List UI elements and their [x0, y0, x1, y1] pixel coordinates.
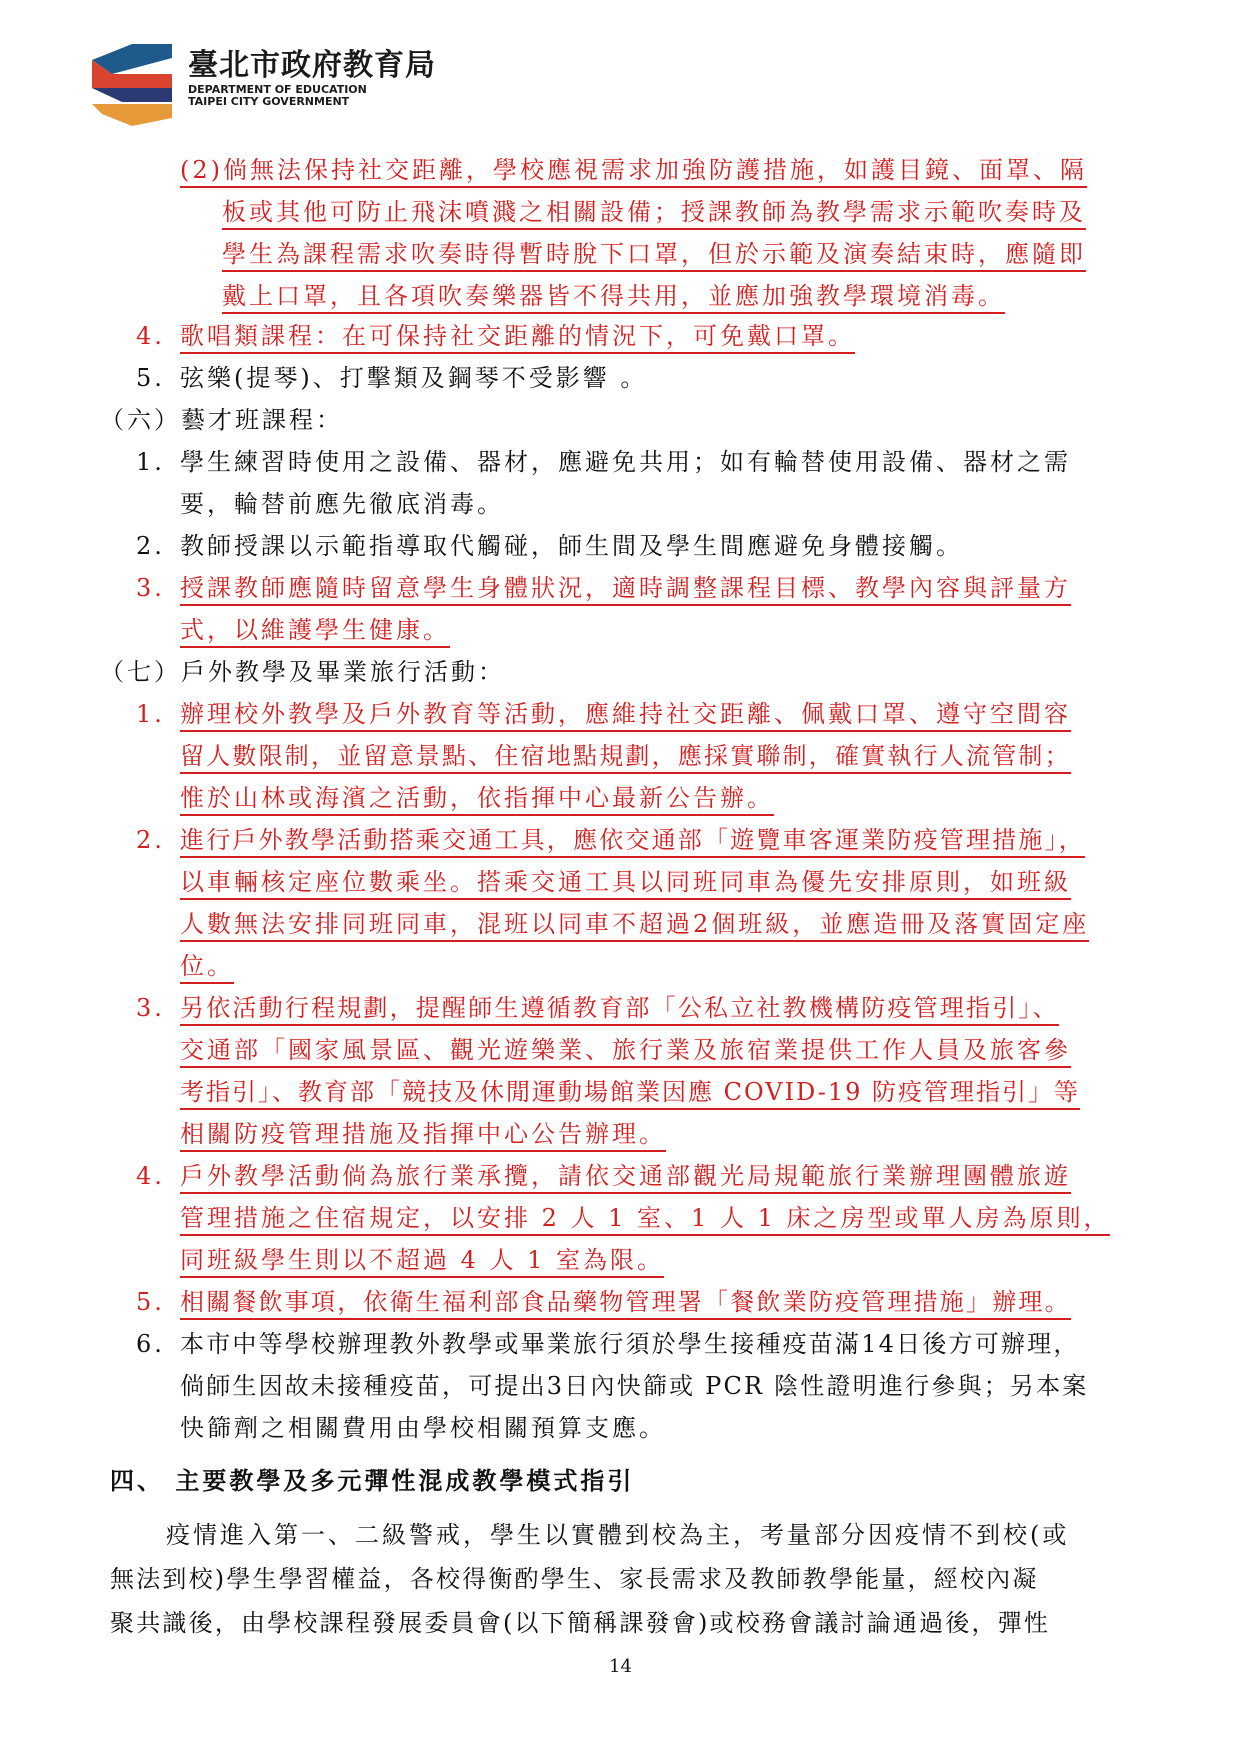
- text-line: 式，以維護學生健康。: [180, 615, 450, 645]
- text-line: 位。: [180, 951, 234, 981]
- text-line: 人數無法安排同班同車，混班以同車不超過2個班級，並應造冊及落實固定座: [180, 909, 1089, 939]
- list-number: 3.: [136, 994, 165, 1022]
- section-heading: （七）戶外教學及畢業旅行活動：: [100, 658, 505, 686]
- list-number: 2.: [136, 826, 165, 854]
- text-line: 學生為課程需求吹奏時得暫時脫下口罩，但於示範及演奏結束時，應隨即: [222, 239, 1086, 269]
- list-number: 1.: [136, 448, 165, 476]
- text-line: 板或其他可防止飛沫噴濺之相關設備；授課教師為教學需求示範吹奏時及: [222, 197, 1086, 227]
- list-number: 3.: [136, 574, 165, 602]
- chapter-heading: 四、 主要教學及多元彈性混成教學模式指引: [110, 1466, 635, 1495]
- department-logo: [92, 44, 172, 126]
- text-line: 另依活動行程規劃，提醒師生遵循教育部「公私立社教機構防疫管理指引」、: [180, 993, 1059, 1023]
- paragraph-line: 聚共識後，由學校課程發展委員會(以下簡稱課發會)或校務會議討論通過後，彈性: [110, 1609, 1051, 1637]
- list-number: 1.: [136, 700, 165, 728]
- list-number: 5.: [136, 364, 165, 392]
- text-line: 戴上口罩，且各項吹奏樂器皆不得共用，並應加強教學環境消毒。: [222, 281, 1005, 311]
- list-number: 2.: [136, 532, 165, 560]
- page-number: 14: [609, 1656, 632, 1677]
- text-line: 快篩劑之相關費用由學校相關預算支應。: [180, 1414, 666, 1442]
- text-line: 學生練習時使用之設備、器材，應避免共用；如有輪替使用設備、器材之需: [180, 448, 1071, 476]
- org-name-en-1: DEPARTMENT OF EDUCATION: [188, 83, 367, 96]
- text-line: 授課教師應隨時留意學生身體狀況，適時調整課程目標、教學內容與評量方: [180, 573, 1071, 603]
- text-line: 進行戶外教學活動搭乘交通工具，應依交通部「遊覽車客運業防疫管理措施」，: [180, 825, 1085, 855]
- org-name-en-2: TAIPEI CITY GOVERNMENT: [188, 95, 350, 108]
- text-line: 惟於山林或海濱之活動，依指揮中心最新公告辦。: [180, 783, 774, 813]
- text-line: 同班級學生則以不超過 4 人 1 室為限。: [180, 1245, 664, 1275]
- org-name-block: [188, 48, 436, 108]
- text-line: 本市中等學校辦理教外教學或畢業旅行須於學生接種疫苗滿14日後方可辦理，: [180, 1330, 1080, 1358]
- text-line: 相關餐飲事項，依衛生福利部食品藥物管理署「餐飲業防疫管理措施」辦理。: [180, 1287, 1071, 1317]
- text-line: 弦樂(提琴)、打擊類及鋼琴不受影響 。: [180, 364, 648, 392]
- text-line: 倘師生因故未接種疫苗，可提出3日內快篩或 PCR 陰性證明進行參與；另本案: [180, 1372, 1089, 1400]
- section-heading: （六）藝才班課程：: [100, 406, 343, 434]
- text-line: (2)倘無法保持社交距離，學校應視需求加強防護措施，如護目鏡、面罩、隔: [180, 155, 1087, 185]
- list-number: 5.: [136, 1288, 165, 1316]
- org-name-cn: 臺北市政府教育局: [188, 48, 436, 83]
- text-line: 辦理校外教學及戶外教育等活動，應維持社交距離、佩戴口罩、遵守空間容: [180, 699, 1071, 729]
- list-number: 4.: [136, 322, 165, 350]
- list-number: 4.: [136, 1162, 165, 1190]
- text-line: 留人數限制，並留意景點、住宿地點規劃，應採實聯制，確實執行人流管制；: [180, 741, 1071, 771]
- paragraph-line: 疫情進入第一、二級警戒，學生以實體到校為主，考量部分因疫情不到校(或: [166, 1521, 1070, 1549]
- paragraph-line: 無法到校)學生學習權益，各校得衡酌學生、家長需求及教師教學能量，經校內凝: [110, 1565, 1039, 1593]
- list-number: 6.: [136, 1330, 165, 1358]
- text-line: 管理措施之住宿規定，以安排 2 人 1 室、1 人 1 床之房型或單人房為原則，: [180, 1203, 1110, 1233]
- text-line: 戶外教學活動倘為旅行業承攬，請依交通部觀光局規範旅行業辦理團體旅遊: [180, 1161, 1071, 1191]
- text-line: 歌唱類課程：在可保持社交距離的情況下，可免戴口罩。: [180, 321, 855, 351]
- text-line: 要，輪替前應先徹底消毒。: [180, 490, 504, 518]
- text-line: 交通部「國家風景區、觀光遊樂業、旅行業及旅宿業提供工作人員及旅客參: [180, 1035, 1071, 1065]
- text-line: 以車輛核定座位數乘坐。搭乘交通工具以同班同車為優先安排原則，如班級: [180, 867, 1071, 897]
- text-line: 教師授課以示範指導取代觸碰，師生間及學生間應避免身體接觸。: [180, 532, 963, 560]
- text-line: 相關防疫管理措施及指揮中心公告辦理。: [180, 1119, 666, 1149]
- text-line: 考指引」、教育部「競技及休閒運動場館業因應 COVID-19 防疫管理指引」等: [180, 1077, 1080, 1107]
